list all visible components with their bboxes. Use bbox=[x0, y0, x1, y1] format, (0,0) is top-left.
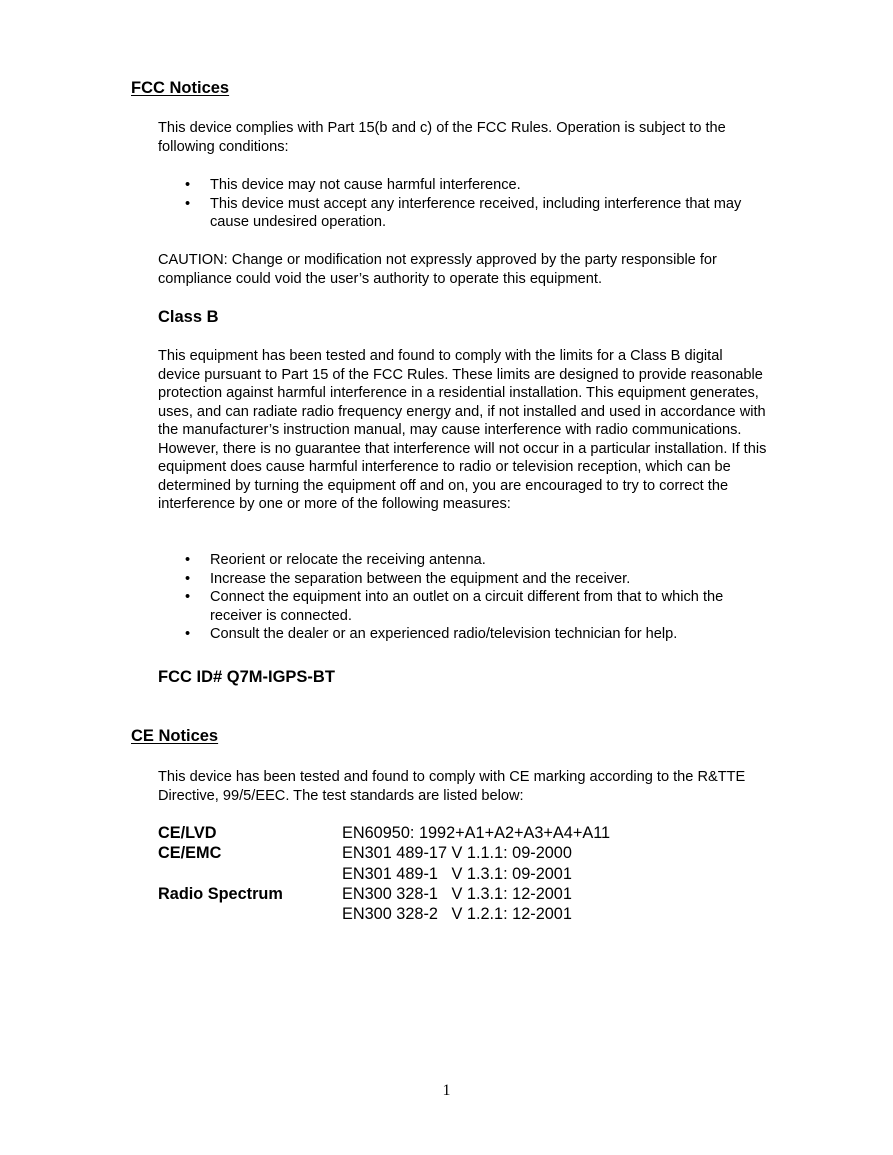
bullet-icon: • bbox=[185, 626, 191, 642]
class-b-paragraph: This equipment has been tested and found to comply with the limits for a Class B digital device pursuant to Part 15 of the FCC Rules. These limits are designed to provide reasonable protection against harmful interference in a residential installation. This equipment generates, uses, and can radiate radio frequency energy and, if not installed and used in accordance with the manufacturer’s instruction manual, may cause interference with radio communications. However, there is no guarantee that interference will not occur in a particular installation. If this equipment does cause harmful interference to radio or television reception, which can be determined by turning the equipment off and on, you are encouraged to try to correct the interference by one or more of the following measures: bbox=[158, 348, 767, 512]
list-item-text: Consult the dealer or an experienced radio/television technician for help. bbox=[210, 626, 678, 642]
standard-category: CE/EMC bbox=[158, 844, 222, 863]
table-row bbox=[158, 864, 610, 884]
standard-value: EN300 328-2 V 1.2.1: 12-2001 bbox=[342, 905, 572, 924]
bullet-icon: • bbox=[185, 570, 191, 587]
table-row bbox=[158, 823, 610, 843]
list-item bbox=[158, 551, 768, 570]
list-item bbox=[158, 195, 768, 232]
class-b-heading: Class B bbox=[158, 308, 219, 326]
list-item-text: Increase the separation between the equipment and the receiver. bbox=[210, 570, 631, 587]
list-item bbox=[158, 176, 768, 195]
ce-notices-heading: CE Notices bbox=[131, 727, 219, 745]
standard-value: EN301 489-17 V 1.1.1: 09-2000 bbox=[342, 844, 572, 863]
bullet-icon: • bbox=[185, 195, 191, 212]
caution-paragraph: CAUTION: Change or modification not expressly approved by the party responsible for compliance could void the user’s authority to operate this equipment. bbox=[158, 252, 717, 287]
standard-value: EN60950: 1992+A1+A2+A3+A4+A11 bbox=[342, 824, 611, 842]
list-item bbox=[158, 588, 768, 625]
list-item-text: Reorient or relocate the receiving antenna. bbox=[210, 552, 486, 568]
standard-category bbox=[158, 904, 342, 924]
list-item-text: This device must accept any interference received, including interference that may cause undesired operation. bbox=[210, 195, 742, 230]
bullet-icon: • bbox=[185, 177, 191, 193]
table-row bbox=[158, 884, 610, 904]
list-item bbox=[158, 625, 768, 644]
standard-category: CE/LVD bbox=[158, 824, 217, 842]
ce-intro-paragraph: This device has been tested and found to comply with CE marking according to the R&TTE Directive, 99/5/EEC. The test standards are listed below: bbox=[158, 769, 746, 804]
table-row bbox=[158, 843, 610, 863]
list-item bbox=[158, 570, 768, 589]
fcc-conditions-list bbox=[158, 176, 768, 232]
interference-measures-list bbox=[158, 551, 768, 644]
test-standards-table bbox=[158, 823, 610, 924]
list-item-text: This device may not cause harmful interference. bbox=[210, 177, 521, 193]
table-row bbox=[158, 904, 610, 924]
standard-category: Radio Spectrum bbox=[158, 884, 283, 903]
standard-category bbox=[158, 864, 342, 884]
standard-value: EN300 328-1 V 1.3.1: 12-2001 bbox=[342, 884, 572, 903]
bullet-icon: • bbox=[185, 552, 191, 568]
list-item-text: Connect the equipment into an outlet on a circuit different from that to which the receiver is connected. bbox=[210, 589, 724, 624]
fcc-intro-paragraph: This device complies with Part 15(b and c) of the FCC Rules. Operation is subject to the following conditions: bbox=[158, 120, 726, 155]
fcc-id-label: FCC ID# Q7M-IGPS-BT bbox=[158, 668, 335, 686]
bullet-icon: • bbox=[185, 589, 191, 605]
fcc-notices-heading: FCC Notices bbox=[131, 79, 230, 97]
standard-value: EN301 489-1 V 1.3.1: 09-2001 bbox=[342, 864, 572, 883]
page-number: 1 bbox=[442, 1082, 451, 1099]
